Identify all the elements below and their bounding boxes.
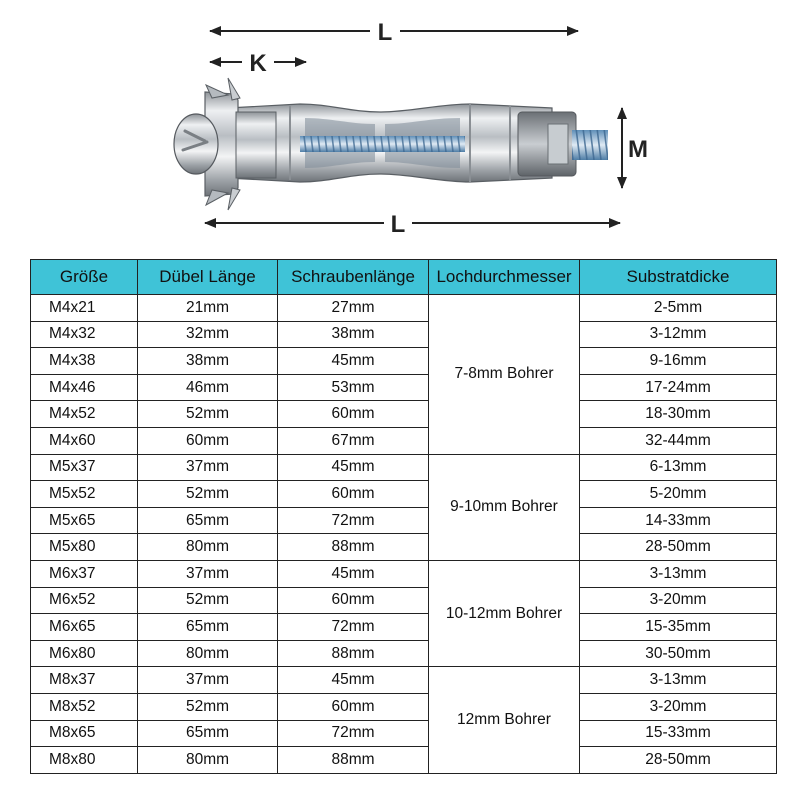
size-cell: M4x52 — [31, 401, 138, 428]
size-cell: M8x80 — [31, 747, 138, 774]
screw-length-cell: 60mm — [278, 587, 429, 614]
substrate-thickness-cell: 3-13mm — [580, 560, 777, 587]
table-row — [31, 427, 777, 454]
hole-diameter-cell: 9-10mm Bohrer — [429, 454, 580, 560]
table-row — [31, 640, 777, 667]
screw-length-cell: 38mm — [278, 321, 429, 348]
substrate-thickness-cell: 30-50mm — [580, 640, 777, 667]
table-row — [31, 747, 777, 774]
dowel-length-cell: 21mm — [138, 295, 278, 322]
m-label: M — [628, 136, 648, 163]
substrate-thickness-cell: 3-20mm — [580, 587, 777, 614]
size-cell: M4x32 — [31, 321, 138, 348]
substrate-thickness-cell: 14-33mm — [580, 507, 777, 534]
length-dimension-top — [210, 19, 578, 46]
size-cell: M4x38 — [31, 348, 138, 375]
table-row — [31, 321, 777, 348]
table-row — [31, 587, 777, 614]
size-cell: M5x65 — [31, 507, 138, 534]
screw-length-cell: 60mm — [278, 693, 429, 720]
dowel-length-cell: 52mm — [138, 587, 278, 614]
screw-length-cell: 45mm — [278, 667, 429, 694]
substrate-thickness-cell: 2-5mm — [580, 295, 777, 322]
screw-length-cell: 72mm — [278, 614, 429, 641]
screw-length-cell: 45mm — [278, 560, 429, 587]
screw-length-cell: 88mm — [278, 747, 429, 774]
screw-length-cell: 72mm — [278, 507, 429, 534]
length-label-bottom: L — [390, 211, 406, 238]
anchor-illustration — [174, 78, 608, 210]
table-row — [31, 720, 777, 747]
header-screw-length: Schraubenlänge — [278, 260, 429, 295]
k-label: K — [249, 50, 267, 77]
dowel-length-cell: 60mm — [138, 427, 278, 454]
dowel-length-cell: 46mm — [138, 374, 278, 401]
screw-length-cell: 60mm — [278, 401, 429, 428]
substrate-thickness-cell: 32-44mm — [580, 427, 777, 454]
substrate-thickness-cell: 17-24mm — [580, 374, 777, 401]
substrate-thickness-cell: 5-20mm — [580, 481, 777, 508]
header-size: Größe — [31, 260, 138, 295]
table-row — [31, 295, 777, 322]
hole-diameter-cell: 10-12mm Bohrer — [429, 560, 580, 666]
size-cell: M6x80 — [31, 640, 138, 667]
dowel-length-cell: 65mm — [138, 720, 278, 747]
table-body — [31, 295, 777, 774]
substrate-thickness-cell: 6-13mm — [580, 454, 777, 481]
screw-length-cell: 45mm — [278, 348, 429, 375]
table-header-row — [31, 260, 777, 295]
m-dimension — [622, 108, 648, 188]
size-cell: M4x21 — [31, 295, 138, 322]
screw-length-cell: 60mm — [278, 481, 429, 508]
substrate-thickness-cell: 18-30mm — [580, 401, 777, 428]
screw-length-cell: 27mm — [278, 295, 429, 322]
dowel-length-cell: 65mm — [138, 507, 278, 534]
dowel-length-cell: 80mm — [138, 747, 278, 774]
dowel-length-cell: 52mm — [138, 401, 278, 428]
hole-diameter-cell: 7-8mm Bohrer — [429, 295, 580, 455]
table-row — [31, 614, 777, 641]
header-substrate-thickness: Substratdicke — [580, 260, 777, 295]
size-cell: M4x60 — [31, 427, 138, 454]
size-cell: M6x37 — [31, 560, 138, 587]
size-cell: M8x65 — [31, 720, 138, 747]
dowel-length-cell: 65mm — [138, 614, 278, 641]
dowel-length-cell: 37mm — [138, 454, 278, 481]
screw-length-cell: 88mm — [278, 640, 429, 667]
header-hole-diameter: Lochdurchmesser — [429, 260, 580, 295]
table-row — [31, 560, 777, 587]
table-row — [31, 693, 777, 720]
dowel-length-cell: 38mm — [138, 348, 278, 375]
substrate-thickness-cell: 3-12mm — [580, 321, 777, 348]
hollow-wall-anchor-diagram — [0, 0, 800, 250]
dowel-length-cell: 80mm — [138, 534, 278, 561]
substrate-thickness-cell: 15-33mm — [580, 720, 777, 747]
dowel-length-cell: 52mm — [138, 481, 278, 508]
screw-length-cell: 72mm — [278, 720, 429, 747]
table-row — [31, 534, 777, 561]
substrate-thickness-cell: 3-13mm — [580, 667, 777, 694]
table-row — [31, 481, 777, 508]
length-dimension-bottom — [205, 211, 620, 238]
screw-length-cell: 53mm — [278, 374, 429, 401]
dowel-length-cell: 80mm — [138, 640, 278, 667]
specification-table — [30, 259, 777, 774]
size-cell: M6x65 — [31, 614, 138, 641]
length-label-top: L — [377, 19, 393, 46]
screw-length-cell: 88mm — [278, 534, 429, 561]
screw-length-cell: 45mm — [278, 454, 429, 481]
size-cell: M4x46 — [31, 374, 138, 401]
table-row — [31, 348, 777, 375]
table-row — [31, 507, 777, 534]
substrate-thickness-cell: 28-50mm — [580, 747, 777, 774]
size-cell: M8x37 — [31, 667, 138, 694]
substrate-thickness-cell: 9-16mm — [580, 348, 777, 375]
size-cell: M5x37 — [31, 454, 138, 481]
substrate-thickness-cell: 28-50mm — [580, 534, 777, 561]
dowel-length-cell: 37mm — [138, 667, 278, 694]
size-cell: M8x52 — [31, 693, 138, 720]
dowel-length-cell: 37mm — [138, 560, 278, 587]
size-cell: M5x80 — [31, 534, 138, 561]
table-row — [31, 454, 777, 481]
size-cell: M6x52 — [31, 587, 138, 614]
table-row — [31, 667, 777, 694]
substrate-thickness-cell: 15-35mm — [580, 614, 777, 641]
dowel-length-cell: 32mm — [138, 321, 278, 348]
table-row — [31, 401, 777, 428]
header-dowel-length: Dübel Länge — [138, 260, 278, 295]
k-dimension — [210, 50, 306, 77]
table-row — [31, 374, 777, 401]
dowel-length-cell: 52mm — [138, 693, 278, 720]
screw-length-cell: 67mm — [278, 427, 429, 454]
substrate-thickness-cell: 3-20mm — [580, 693, 777, 720]
size-cell: M5x52 — [31, 481, 138, 508]
hole-diameter-cell: 12mm Bohrer — [429, 667, 580, 773]
